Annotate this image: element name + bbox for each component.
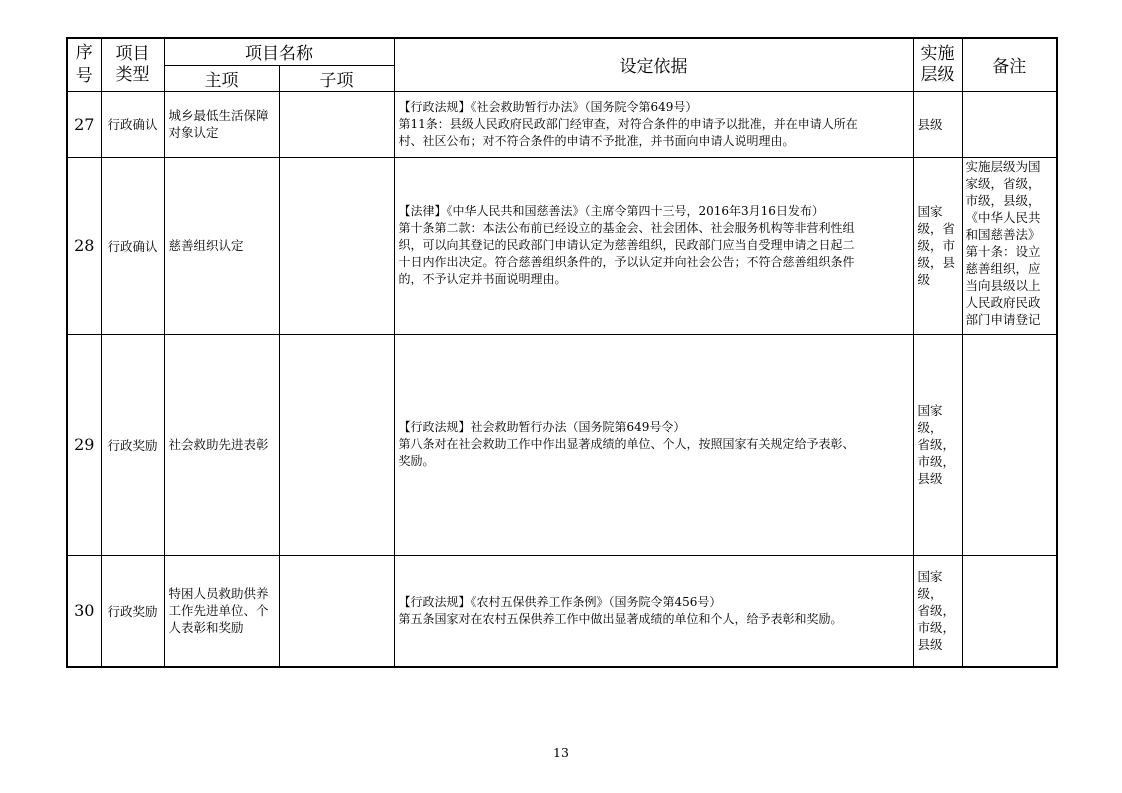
note-line: 《中华人民共 [965, 209, 1041, 225]
level-line: 级， [917, 420, 943, 435]
remarks [962, 91, 1057, 157]
header-level [913, 38, 962, 91]
level-line: 国家 [917, 204, 943, 219]
remarks [962, 334, 1057, 555]
header-type-top: 项目 [115, 43, 150, 64]
basis-line: 织，可以向其登记的民政部门申请认定为慈善组织，民政部门应当自受理申请之日起二 [398, 238, 855, 252]
remarks [962, 555, 1057, 667]
basis-line: 第11条：县级人民政府民政部门经审查，对符合条件的申请予以批准，并在申请人所在 [398, 116, 858, 131]
implementation-level [913, 91, 962, 157]
row-number: 27 [67, 91, 101, 157]
basis-line: 奖励。 [398, 454, 435, 468]
table-row [67, 91, 1057, 157]
row-number: 28 [67, 157, 101, 334]
header-level-top: 实施 [920, 43, 955, 64]
policy-table-sheet [66, 37, 1058, 668]
header-type [101, 38, 164, 91]
level-line: 市级， [917, 454, 956, 469]
row-number: 30 [67, 555, 101, 667]
legal-basis [394, 334, 913, 555]
implementation-level [913, 555, 962, 667]
level-line: 国家 [917, 569, 943, 585]
main-item [164, 334, 279, 555]
main-item-line: 特困人员救助供养 [168, 586, 269, 602]
level-line: 级， [917, 586, 943, 602]
basis-line: 【行政法规】《农村五保供养工作条例》（国务院令第456号） [398, 594, 722, 609]
table-row [67, 334, 1057, 555]
note-line: 部门申请登记 [965, 311, 1041, 327]
basis-line: 第八条对在社会救助工作中作出显著成绩的单位、个人，按照国家有关规定给予表彰、 [398, 437, 855, 451]
level-line: 级 [917, 272, 931, 287]
level-line: 级，省 [917, 221, 956, 236]
main-item [164, 555, 279, 667]
basis-line: 村、社区公布；对不符合条件的申请不予批准，并书面向申请人说明理由。 [398, 133, 795, 148]
main-item [164, 91, 279, 157]
main-item-line: 对象认定 [168, 125, 219, 140]
sub-item [279, 555, 394, 667]
level-line: 级，县 [917, 255, 956, 270]
basis-line: 【行政法规】社会救助暂行办法（国务院第649号令） [398, 420, 686, 434]
item-type: 行政确认 [101, 157, 164, 334]
administrative-items-table [66, 37, 1058, 668]
header-basis: 设定依据 [394, 38, 913, 91]
item-type: 行政确认 [101, 91, 164, 157]
legal-basis [394, 555, 913, 667]
main-item [164, 157, 279, 334]
note-line: 当向县级以上 [965, 277, 1041, 293]
header-sub-item: 子项 [279, 65, 394, 91]
note-line: 慈善组织，应 [965, 260, 1041, 276]
note-line: 第十条：设立 [965, 243, 1041, 259]
header-seq-top: 序 [75, 42, 93, 63]
basis-line: 第五条国家对在农村五保供养工作中做出显著成绩的单位和个人，给予表彰和奖励。 [398, 611, 843, 626]
sub-item [279, 157, 394, 334]
sub-item [279, 91, 394, 157]
main-item-line: 人表彰和奖励 [168, 620, 244, 636]
note-line: 家级，省级， [965, 175, 1041, 191]
basis-line: 的，不予认定并书面说明理由。 [398, 272, 567, 286]
legal-basis [394, 157, 913, 334]
level-line: 县级 [917, 116, 943, 132]
basis-line: 第十条第二款：本法公布前已经设立的基金会、社会团体、社会服务机构等非营利性组 [398, 221, 855, 235]
basis-line: 【法律】《中华人民共和国慈善法》（主席令第四十三号，2016年3月16日发布） [398, 204, 824, 218]
header-type-bottom: 类型 [115, 64, 150, 85]
row-number: 29 [67, 334, 101, 555]
main-item-line: 慈善组织认定 [168, 238, 244, 253]
implementation-level [913, 157, 962, 334]
basis-line: 十日内作出决定。符合慈善组织条件的，予以认定并向社会公告；不符合慈善组织条件 [398, 255, 855, 269]
page-number: 13 [553, 745, 569, 760]
note-line: 实施层级为国 [965, 158, 1041, 174]
header-level-bottom: 层级 [920, 64, 955, 85]
header-seq [67, 38, 101, 91]
header-row-top [67, 38, 1057, 65]
basis-line: 【行政法规】《社会救助暂行办法》（国务院令第649号） [398, 99, 698, 114]
level-line: 县级 [917, 471, 943, 486]
level-line: 市级， [917, 620, 956, 636]
item-type: 行政奖励 [101, 334, 164, 555]
level-line: 级，市 [917, 238, 956, 253]
note-line: 市级，县级， [965, 192, 1041, 208]
item-type: 行政奖励 [101, 555, 164, 667]
header-item-name: 项目名称 [164, 38, 394, 65]
level-line: 省级， [917, 437, 956, 452]
table-row [67, 157, 1057, 334]
main-item-line: 社会救助先进表彰 [168, 437, 269, 452]
implementation-level [913, 334, 962, 555]
header-main-item: 主项 [164, 65, 279, 91]
main-item-line: 工作先进单位、个 [168, 603, 269, 619]
header-seq-bottom: 号 [75, 65, 93, 86]
note-line: 人民政府民政 [965, 294, 1041, 310]
remarks [962, 157, 1057, 334]
main-item-line: 城乡最低生活保障 [168, 108, 269, 123]
header-note: 备注 [962, 38, 1057, 91]
level-line: 省级， [917, 603, 956, 619]
legal-basis [394, 91, 913, 157]
table-row [67, 555, 1057, 667]
level-line: 县级 [917, 637, 943, 653]
level-line: 国家 [917, 403, 943, 418]
note-line: 和国慈善法》 [965, 226, 1041, 242]
remarks-text [966, 158, 1054, 333]
sub-item [279, 334, 394, 555]
